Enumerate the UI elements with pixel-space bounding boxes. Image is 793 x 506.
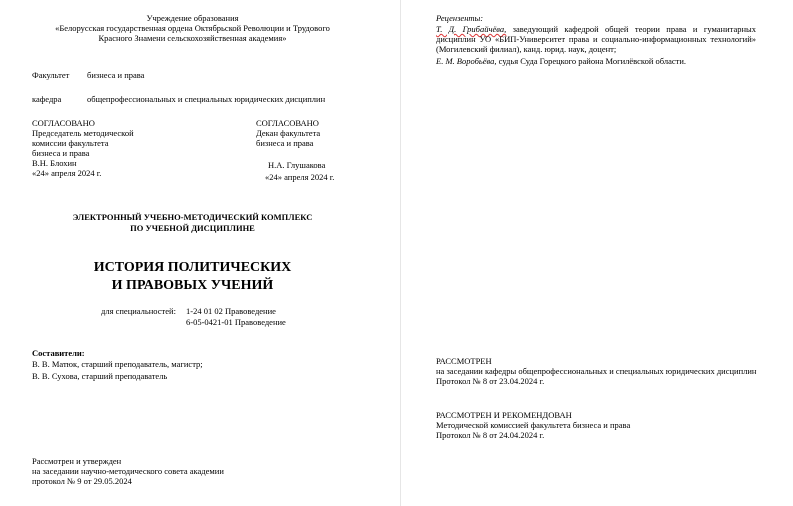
approval-footer bbox=[32, 456, 224, 486]
discipline-title-line: ИСТОРИЯ ПОЛИТИЧЕСКИХ bbox=[93, 260, 292, 275]
considered-block bbox=[436, 356, 756, 386]
institution-line: Учреждение образования bbox=[146, 13, 239, 23]
reviewers-heading: Рецензенты: bbox=[436, 13, 484, 23]
approval-left-line: Председатель методической bbox=[32, 128, 134, 138]
specialties-label: для специальностей: bbox=[101, 306, 176, 316]
faculty-value: бизнеса и права bbox=[87, 70, 145, 80]
approval-left bbox=[32, 118, 134, 178]
reviewer-2-text: судья Суда Горецкого района Могилёвской области. bbox=[496, 56, 687, 66]
approval-left-heading: СОГЛАСОВАНО bbox=[32, 118, 95, 128]
institution-line: Красного Знамени сельскохозяйственная академия» bbox=[98, 33, 287, 43]
recommended-block bbox=[436, 410, 630, 440]
recommended-line: Протокол № 8 от 24.04.2024 г. bbox=[436, 430, 545, 440]
approval-right-line: Декан факультета bbox=[256, 128, 321, 138]
approval-right bbox=[256, 118, 320, 148]
recommended-line: Методической комиссией факультета бизнеса и права bbox=[436, 420, 631, 430]
reviewer-1 bbox=[436, 24, 756, 54]
approval-footer-line: протокол № 9 от 29.05.2024 bbox=[32, 476, 132, 486]
approval-footer-line: на заседании научно-методического совета академии bbox=[32, 466, 224, 476]
reviewer-1-text: заведующий кафедрой общей теории права и гуманитарных дисциплин УО «БИП-Университет права и социально-информационных технологий» (Могилевский филиал), канд. юрид. наук, доцент; bbox=[436, 24, 756, 54]
considered-line: на заседании кафедры общепрофессиональных и специальных юридических дисциплин bbox=[436, 366, 757, 376]
approval-left-line: комиссии факультета bbox=[32, 138, 109, 148]
department-label: кафедра bbox=[32, 94, 62, 104]
institution-line: «Белорусская государственная ордена Октябрьской Революции и Трудового bbox=[55, 23, 330, 33]
discipline-title-line: И ПРАВОВЫХ УЧЕНИЙ bbox=[111, 278, 274, 293]
approval-right-line: бизнеса и права bbox=[256, 138, 314, 148]
considered-heading: РАССМОТРЕН bbox=[436, 356, 492, 366]
approval-footer-line: Рассмотрен и утвержден bbox=[32, 456, 122, 466]
compiler-item: В. В. Сухова, старший преподаватель bbox=[32, 371, 168, 381]
discipline-title bbox=[40, 259, 345, 295]
approval-left-signer: В.Н. Блохин bbox=[32, 158, 77, 168]
approval-left-line: бизнеса и права bbox=[32, 148, 90, 158]
complex-title bbox=[40, 212, 345, 234]
approval-left-date: «24» апреля 2024 г. bbox=[32, 168, 102, 178]
specialty-item: 1-24 01 02 Правоведение bbox=[186, 306, 276, 316]
recommended-heading: РАССМОТРЕН И РЕКОМЕНДОВАН bbox=[436, 410, 572, 420]
specialty-item: 6-05-0421-01 Правоведение bbox=[186, 317, 286, 327]
compiler-item: В. В. Матюк, старший преподаватель, магистр; bbox=[32, 359, 203, 369]
page-divider bbox=[400, 0, 401, 506]
approval-right-date: «24» апреля 2024 г. bbox=[265, 172, 335, 182]
approval-right-signer: Н.А. Глушакова bbox=[268, 160, 326, 170]
approval-right-heading: СОГЛАСОВАНО bbox=[256, 118, 319, 128]
faculty-label: Факультет bbox=[32, 70, 70, 80]
institution-header bbox=[30, 13, 355, 43]
department-value: общепрофессиональных и специальных юридических дисциплин bbox=[87, 94, 326, 104]
complex-title-line: ПО УЧЕБНОЙ ДИСЦИПЛИНЕ bbox=[130, 223, 255, 233]
considered-line: Протокол № 8 от 23.04.2024 г. bbox=[436, 376, 545, 386]
reviewer-2-name: Е. М. Воробьёва, bbox=[436, 56, 497, 66]
compilers-title: Составители: bbox=[32, 348, 85, 358]
reviewer-1-name: Т. Д. Грибайчёва, bbox=[436, 24, 507, 34]
reviewer-2 bbox=[436, 56, 686, 66]
complex-title-line: ЭЛЕКТРОННЫЙ УЧЕБНО-МЕТОДИЧЕСКИЙ КОМПЛЕКС bbox=[72, 212, 313, 222]
